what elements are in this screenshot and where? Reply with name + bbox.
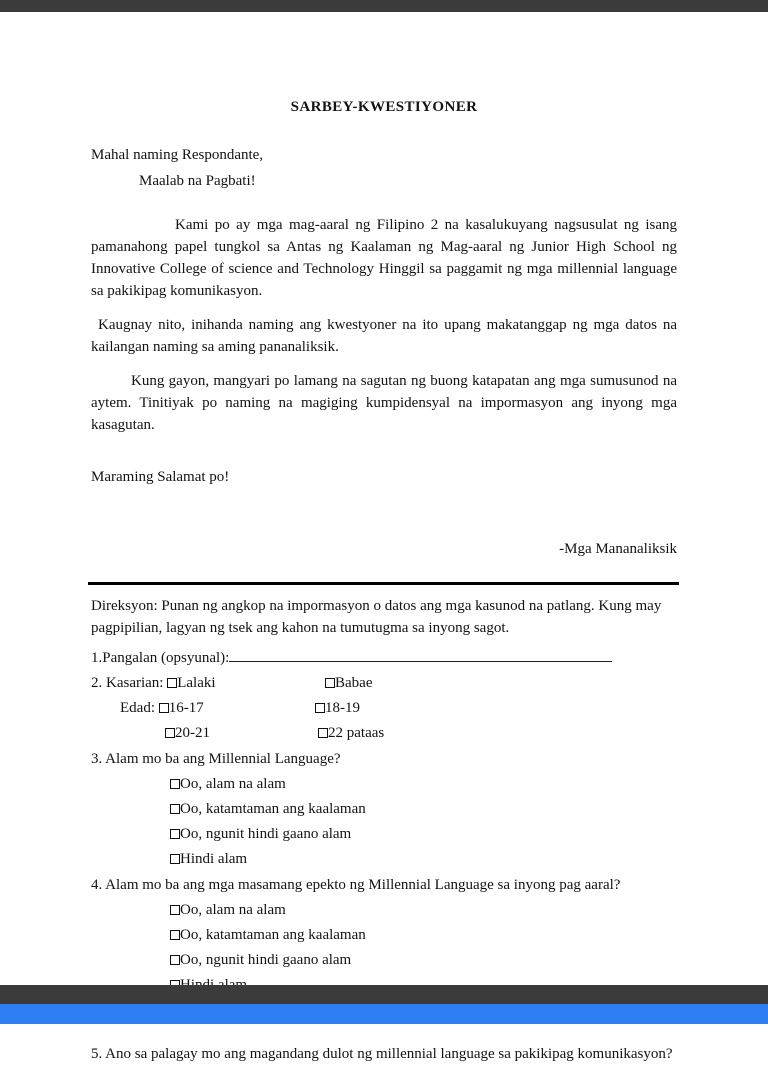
question-1-name <box>91 647 677 670</box>
confidentiality-paragraph: Kung gayon, mangyari po lamang na sagutan ng buong katapatan ang mga sumusunod na aytem. Tinitiyak po naming na magiging kumpidensyal na impormasyon ang inyong mga kasagutan. <box>91 373 677 433</box>
question-1-label: 1.Pangalan (opsyunal): <box>91 650 230 666</box>
edad-label: Edad: <box>120 700 155 716</box>
thanks-text: Maraming Salamat po! <box>91 469 230 485</box>
section-divider <box>88 582 679 585</box>
signature-text: -Mga Mananaliksik <box>559 541 677 557</box>
question-2-gender <box>91 672 677 695</box>
option-label: Oo, katamtaman ang kaalaman <box>180 801 366 817</box>
checkbox-icon <box>170 854 180 864</box>
checkbox-icon <box>170 905 180 915</box>
option-label: Oo, alam na alam <box>180 776 286 792</box>
option-18-19-label: 18-19 <box>325 700 360 716</box>
option-babae-label: Babae <box>335 675 373 691</box>
checkbox-18-19-icon <box>315 703 325 713</box>
question-4-label: 4. Alam mo ba ang mga masamang epekto ng Millennial Language sa inyong pag aaral? <box>91 877 621 893</box>
checkbox-20-21-icon <box>165 728 175 738</box>
name-field-line <box>229 648 612 662</box>
option-label: Oo, alam na alam <box>180 902 286 918</box>
option-16-17-label: 16-17 <box>168 700 204 716</box>
document-title: SARBEY-KWESTIYONER <box>290 99 478 115</box>
age-row-1 <box>91 697 677 720</box>
viewer-top-bar <box>0 0 768 12</box>
question-3-option <box>91 848 677 871</box>
salutation-text: Mahal naming Respondante, <box>91 147 264 163</box>
age-row-2 <box>91 722 677 745</box>
option-20-21-label: 20-21 <box>175 725 210 741</box>
question-3-label: 3. Alam mo ba ang Millennial Language? <box>91 751 341 767</box>
question-4-option <box>91 949 677 972</box>
option-22-pataas-label: 22 pataas <box>328 725 385 741</box>
checkbox-icon <box>170 779 180 789</box>
question-4-option <box>91 899 677 922</box>
option-label: Oo, katamtaman ang kaalaman <box>180 927 366 943</box>
option-lalaki-label: Lalaki <box>177 675 216 691</box>
checkbox-22-pataas-icon <box>318 728 328 738</box>
checkbox-icon <box>170 930 180 940</box>
checkbox-icon <box>170 804 180 814</box>
checkbox-lalaki-icon <box>167 678 177 688</box>
viewer-bottom-bar <box>0 1004 768 1024</box>
question-3-option <box>91 773 677 796</box>
direction-text: Direksyon: Punan ng angkop na impormasyon o datos ang mga kasunod na patlang. Kung may pagpipilian, lagyan ng tsek ang kahon na tumutugma sa inyong sagot. <box>91 598 662 636</box>
checkbox-icon <box>170 955 180 965</box>
checkbox-icon <box>170 829 180 839</box>
option-label: Oo, ngunit hindi gaano alam <box>180 952 352 968</box>
greeting-text: Maalab na Pagbati! <box>139 173 256 189</box>
purpose-paragraph: Kaugnay nito, inihanda naming ang kwestyoner na ito upang makatanggap ng mga datos na kailangan naming sa aming pananaliksik. <box>91 317 677 355</box>
viewer-bottom-gap <box>0 985 768 1004</box>
question-4-option <box>91 924 677 947</box>
document-content <box>0 12 768 1066</box>
checkbox-16-17-icon <box>159 703 169 713</box>
document-page <box>0 12 768 1062</box>
option-label: Hindi alam <box>180 851 248 867</box>
question-2-label: 2. Kasarian: <box>91 675 164 691</box>
question-3-option <box>91 823 677 846</box>
option-label: Oo, ngunit hindi gaano alam <box>180 826 352 842</box>
question-3-option <box>91 798 677 821</box>
question-5-label: 5. Ano sa palagay mo ang magandang dulot ng millennial language sa pakikipag komunikasyon? <box>91 1046 673 1062</box>
checkbox-babae-icon <box>325 678 335 688</box>
intro-paragraph: Kami po ay mga mag-aaral ng Filipino 2 na kasalukuyang nagsusulat ng isang pamanahong papel tungkol sa Antas ng Kaalaman ng Mag-aaral ng Junior High School ng Innovative College of science and Technology Hinggil sa paggamit ng mga millennial language sa pakikipag komunikasyon. <box>91 217 677 299</box>
